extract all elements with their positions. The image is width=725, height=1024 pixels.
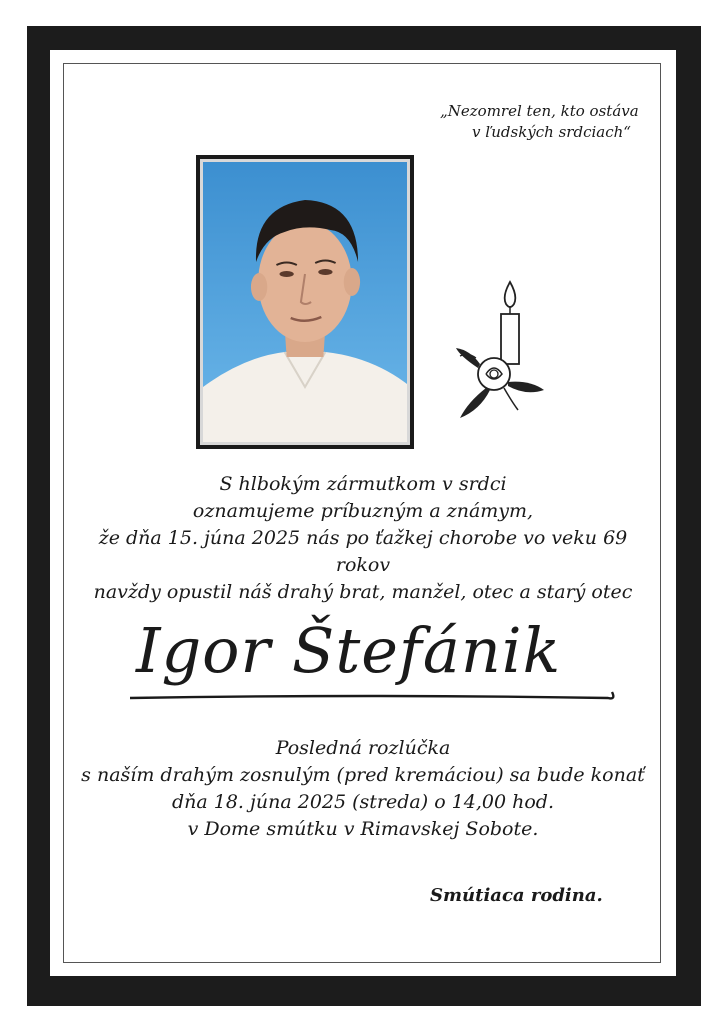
deceased-name-block (120, 606, 620, 716)
intro-line-3: že dňa 15. júna 2025 nás po ťažkej chorobe vo veku 69 rokov (98, 527, 628, 576)
portrait-photo (203, 162, 407, 442)
photo-frame (196, 155, 414, 449)
name-underline (128, 690, 618, 704)
intro-line-4: navždy opustil náš drahý brat, manžel, otec a starý otec (93, 581, 633, 603)
motto-line-1: „Nezomrel ten, kto ostáva (440, 102, 639, 120)
farewell-line-4: v Dome smútku v Rimavskej Sobote. (187, 818, 539, 840)
signature: Smútiaca rodina. (430, 885, 603, 906)
farewell-line-2: s naším drahým zosnulým (pred kremáciou) sa bude konať (81, 764, 645, 786)
candle-rose-icon (446, 278, 550, 430)
announcement-text (70, 471, 656, 606)
intro-line-2: oznamujeme príbuzným a známym, (192, 500, 534, 522)
farewell-line-3: dňa 18. júna 2025 (streda) o 14,00 hod. (171, 791, 554, 813)
intro-line-1: S hlbokým zármutkom v srdci (219, 473, 507, 495)
photo-mat (200, 159, 410, 445)
motto-quote (440, 101, 640, 143)
farewell-line-1: Posledná rozlúčka (275, 737, 451, 759)
farewell-text (70, 735, 656, 843)
motto-line-2: v ľudských srdciach“ (472, 123, 631, 141)
deceased-name: Igor Štefánik (136, 614, 562, 687)
